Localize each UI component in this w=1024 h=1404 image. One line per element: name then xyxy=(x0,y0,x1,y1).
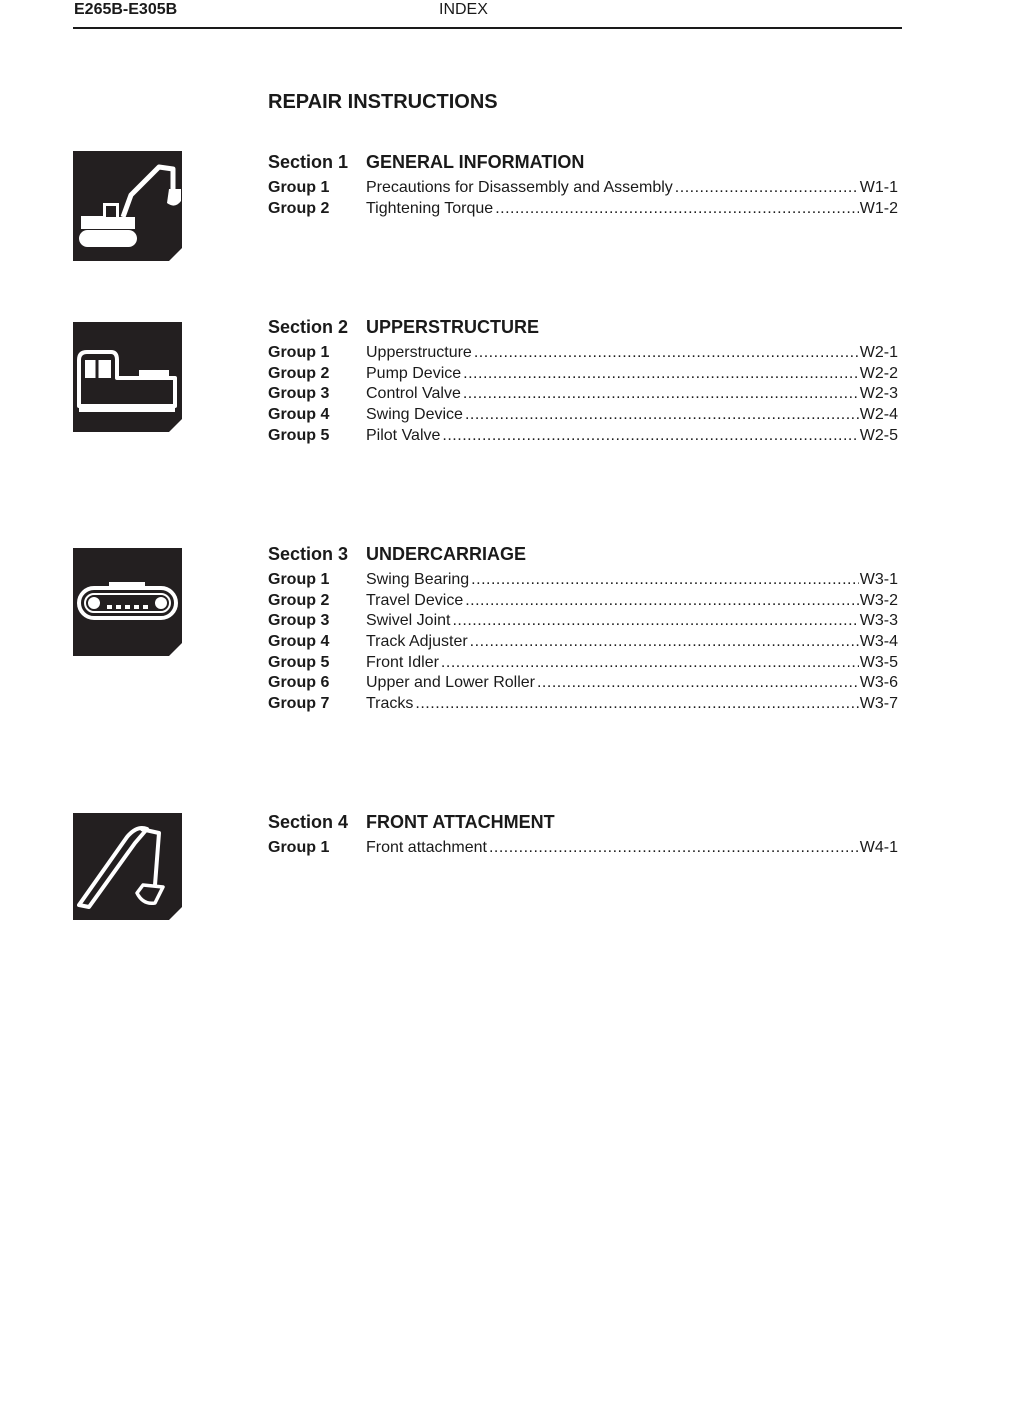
group-row[interactable] xyxy=(268,653,898,674)
group-title[interactable]: Swivel Joint xyxy=(366,612,451,630)
dot-leader xyxy=(470,632,859,652)
page-ref[interactable]: W3-5 xyxy=(859,653,898,671)
group-row[interactable] xyxy=(268,673,898,694)
page-ref[interactable]: W1-1 xyxy=(859,179,898,196)
section-heading xyxy=(268,544,527,565)
group-title[interactable]: Tightening Torque xyxy=(366,199,494,217)
group-title[interactable]: Precautions for Disassembly and Assembly xyxy=(366,179,673,196)
group-label: Group 2 xyxy=(268,591,330,609)
group-list xyxy=(268,570,898,715)
section-name: GENERAL INFORMATION xyxy=(366,152,585,172)
group-label: Group 2 xyxy=(268,199,330,217)
group-row[interactable] xyxy=(268,199,898,220)
section-name: UPPERSTRUCTURE xyxy=(366,317,540,337)
dot-leader xyxy=(675,178,859,198)
front-attachment-icon xyxy=(73,813,182,920)
section-name: FRONT ATTACHMENT xyxy=(366,812,555,832)
group-title[interactable]: Travel Device xyxy=(366,591,464,609)
group-label: Group 4 xyxy=(268,633,330,651)
page-ref[interactable]: W4-1 xyxy=(859,839,898,856)
group-title[interactable]: Control Valve xyxy=(366,385,461,403)
group-row[interactable] xyxy=(268,611,898,632)
dot-leader xyxy=(474,343,859,363)
section-label: Section 1 xyxy=(268,152,349,172)
group-row[interactable] xyxy=(268,591,898,612)
page-ref[interactable]: W3-4 xyxy=(859,633,898,651)
group-label: Group 3 xyxy=(268,612,330,630)
upperstructure-icon xyxy=(73,322,182,432)
page-ref[interactable]: W3-7 xyxy=(859,695,898,713)
page-ref[interactable]: W2-2 xyxy=(859,364,898,382)
dot-leader xyxy=(442,426,858,446)
group-label: Group 1 xyxy=(268,839,330,856)
group-title[interactable]: Swing Device xyxy=(366,406,463,424)
group-list xyxy=(268,838,898,859)
page-title: REPAIR INSTRUCTIONS xyxy=(268,91,498,113)
dot-leader xyxy=(465,591,859,611)
group-label: Group 6 xyxy=(268,674,330,692)
dot-leader xyxy=(489,838,859,858)
group-list xyxy=(268,178,898,219)
group-label: Group 7 xyxy=(268,695,330,713)
section-heading xyxy=(268,812,555,833)
excavator-icon xyxy=(73,151,182,261)
dot-leader xyxy=(463,364,859,384)
page-ref[interactable]: W3-2 xyxy=(859,591,898,609)
dot-leader xyxy=(415,694,858,714)
group-row[interactable] xyxy=(268,405,898,426)
section-label: Section 2 xyxy=(268,317,349,337)
group-row[interactable] xyxy=(268,570,898,591)
group-label: Group 1 xyxy=(268,179,330,196)
page-ref[interactable]: W3-3 xyxy=(859,612,898,630)
group-title[interactable]: Swing Bearing xyxy=(366,571,470,588)
section-label: Section 3 xyxy=(268,544,349,564)
page-ref[interactable]: W2-1 xyxy=(859,344,898,361)
dot-leader xyxy=(465,405,859,425)
dot-leader xyxy=(495,199,859,219)
header-title: INDEX xyxy=(439,1,488,18)
dot-leader xyxy=(441,653,859,673)
dot-leader xyxy=(537,673,859,693)
page-ref[interactable]: W2-4 xyxy=(859,406,898,424)
group-label: Group 1 xyxy=(268,571,330,588)
dot-leader xyxy=(471,570,859,590)
group-list xyxy=(268,343,898,446)
group-label: Group 1 xyxy=(268,344,330,361)
group-title[interactable]: Upper and Lower Roller xyxy=(366,674,535,692)
group-row[interactable] xyxy=(268,838,898,859)
group-row[interactable] xyxy=(268,426,898,447)
group-row[interactable] xyxy=(268,364,898,385)
group-row[interactable] xyxy=(268,384,898,405)
group-label: Group 3 xyxy=(268,385,330,403)
group-row[interactable] xyxy=(268,178,898,199)
page-ref[interactable]: W3-6 xyxy=(859,674,898,692)
page-ref[interactable]: W2-5 xyxy=(859,426,898,444)
section-name: UNDERCARRIAGE xyxy=(366,544,527,564)
page-ref[interactable]: W3-1 xyxy=(859,571,898,588)
group-title[interactable]: Front Idler xyxy=(366,653,439,671)
group-title[interactable]: Track Adjuster xyxy=(366,633,468,651)
group-title[interactable]: Upperstructure xyxy=(366,344,472,361)
group-row[interactable] xyxy=(268,343,898,364)
group-title[interactable]: Front attachment xyxy=(366,839,487,856)
group-row[interactable] xyxy=(268,694,898,715)
dot-leader xyxy=(452,611,858,631)
page-ref[interactable]: W2-3 xyxy=(859,385,898,403)
group-label: Group 5 xyxy=(268,653,330,671)
group-title[interactable]: Pilot Valve xyxy=(366,426,441,444)
page-ref[interactable]: W1-2 xyxy=(859,199,898,217)
group-label: Group 4 xyxy=(268,406,330,424)
dot-leader xyxy=(463,384,859,404)
section-heading xyxy=(268,152,585,173)
group-label: Group 5 xyxy=(268,426,330,444)
group-title[interactable]: Tracks xyxy=(366,695,414,713)
group-label: Group 2 xyxy=(268,364,330,382)
group-title[interactable]: Pump Device xyxy=(366,364,462,382)
section-heading xyxy=(268,317,540,338)
header-divider xyxy=(73,27,902,29)
section-label: Section 4 xyxy=(268,812,349,832)
undercarriage-icon xyxy=(73,548,182,656)
header-model: E265B-E305B xyxy=(74,1,178,18)
group-row[interactable] xyxy=(268,632,898,653)
